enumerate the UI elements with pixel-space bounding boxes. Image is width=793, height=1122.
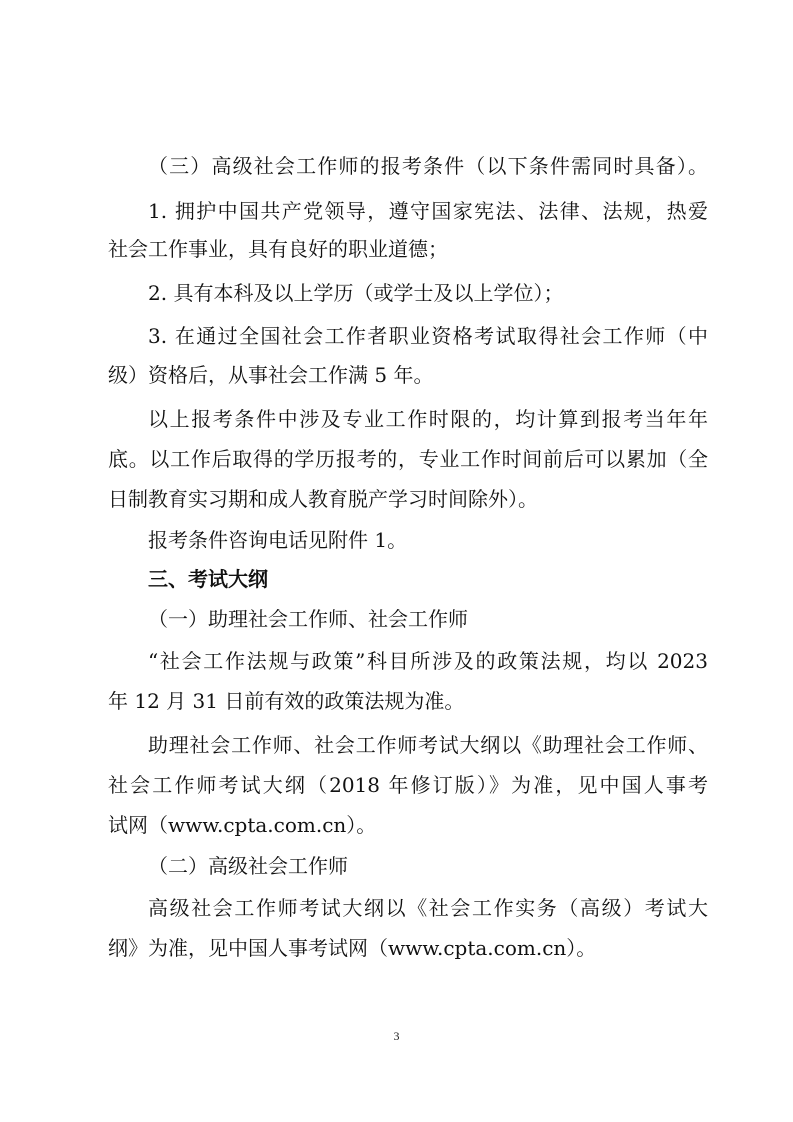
subsection-heading-senior-requirements: （三）高级社会工作师的报考条件（以下条件需同时具备）。 [148, 154, 708, 178]
subsection-heading-senior-social-worker: （二）高级社会工作师 [148, 854, 348, 878]
requirement-1-line-2: 社会工作事业，具有良好的职业道德； [108, 237, 448, 261]
requirement-2: 2. 具有本科及以上学历（或学士及以上学位）； [148, 281, 564, 305]
time-limit-note-line-1: 以上报考条件中涉及专业工作时限的，均计算到报考当年年 [148, 407, 708, 431]
requirement-3-line-2: 级）资格后，从事社会工作满 5 年。 [108, 363, 434, 387]
senior-syllabus-note-line-2: 纲》为准，见中国人事考试网（www.cpta.com.cn）。 [108, 936, 597, 960]
section-heading-exam-syllabus: 三、考试大纲 [148, 567, 268, 591]
inquiry-phone-note: 报考条件咨询电话见附件 1。 [148, 528, 408, 552]
subsection-heading-assistant-social-worker: （一）助理社会工作师、社会工作师 [148, 607, 468, 631]
syllabus-note-line-1: 助理社会工作师、社会工作师考试大纲以《助理社会工作师、 [148, 733, 708, 757]
page-number: 3 [393, 1029, 400, 1043]
time-limit-note-line-3: 日制教育实习期和成人教育脱产学习时间除外）。 [108, 487, 538, 511]
time-limit-note-line-2: 底。以工作后取得的学历报考的，专业工作时间前后可以累加（全 [108, 447, 708, 471]
syllabus-note-line-3: 试网（www.cpta.com.cn）。 [108, 813, 377, 837]
policy-note-line-1: “社会工作法规与政策”科目所涉及的政策法规，均以 2023 [148, 649, 708, 673]
policy-note-line-2: 年 12 月 31 日前有效的政策法规为准。 [108, 689, 465, 713]
requirement-3-line-1: 3. 在通过全国社会工作者职业资格考试取得社会工作师（中 [148, 324, 708, 348]
requirement-1-line-1: 1. 拥护中国共产党领导，遵守国家宪法、法律、法规，热爱 [148, 199, 708, 223]
senior-syllabus-note-line-1: 高级社会工作师考试大纲以《社会工作实务（高级）考试大 [148, 896, 708, 920]
syllabus-note-line-2: 社会工作师考试大纲（2018 年修订版）》为准，见中国人事考 [108, 773, 708, 797]
